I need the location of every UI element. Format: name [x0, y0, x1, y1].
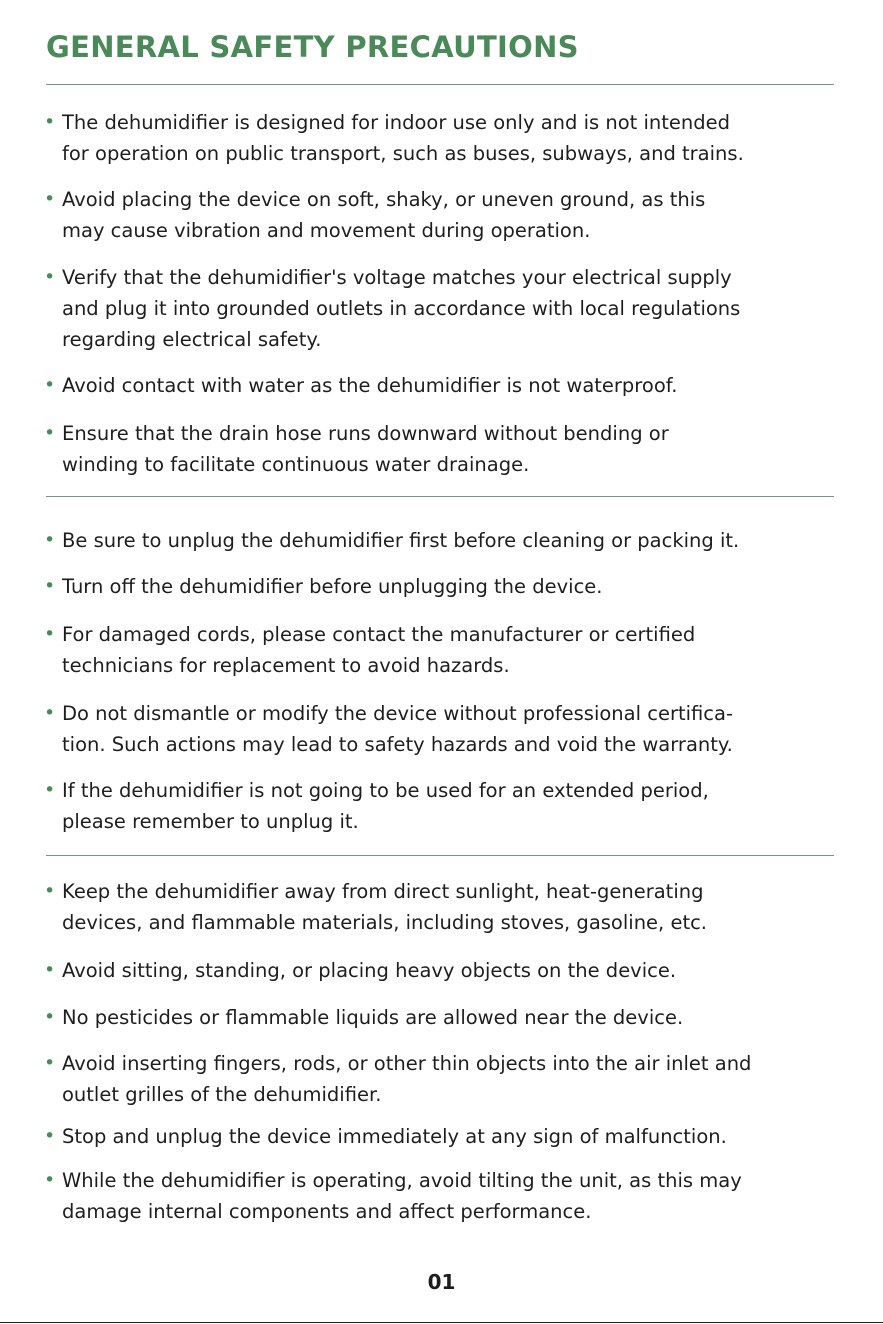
section-divider: [46, 855, 834, 856]
list-item: [44, 370, 844, 401]
bullet-icon: •: [44, 959, 56, 981]
list-item: [44, 262, 844, 355]
list-item: [44, 955, 844, 986]
bullet-icon: •: [44, 529, 56, 551]
list-item-text: Avoid placing the device on soft, shaky, or uneven ground, as this may cause vibration and movement during operation.: [62, 188, 706, 242]
list-item-text: For damaged cords, please contact the manufacturer or certified technicians for replacement to avoid hazards.: [62, 623, 696, 677]
list-item: [44, 1048, 844, 1110]
list-item: [44, 1121, 844, 1152]
list-item: [44, 184, 844, 246]
bullet-icon: •: [44, 1052, 56, 1074]
bullet-icon: •: [44, 374, 56, 396]
list-item: [44, 418, 844, 480]
section-divider: [46, 496, 834, 497]
page-bottom-border: [0, 1322, 883, 1323]
list-item: [44, 876, 844, 938]
bullet-icon: •: [44, 575, 56, 597]
list-item-text: Avoid sitting, standing, or placing heavy objects on the device.: [62, 959, 677, 982]
list-item-text: If the dehumidifier is not going to be used for an extended period, please remember to unplug it.: [62, 779, 709, 833]
list-item-text: Verify that the dehumidifier's voltage matches your electrical supply and plug it into grounded outlets in accordance with local regulations regarding electrical safety.: [62, 266, 741, 351]
bullet-icon: •: [44, 623, 56, 645]
list-item: [44, 775, 844, 837]
list-item: [44, 107, 844, 169]
bullet-icon: •: [44, 779, 56, 801]
bullet-icon: •: [44, 111, 56, 133]
list-item-text: Keep the dehumidifier away from direct sunlight, heat-generating devices, and flammable materials, including stoves, gasoline, etc.: [62, 880, 708, 934]
title-divider: [46, 84, 834, 85]
list-item: [44, 571, 844, 602]
list-item: [44, 1002, 844, 1033]
bullet-icon: •: [44, 422, 56, 444]
list-item: [44, 525, 844, 556]
bullet-icon: •: [44, 266, 56, 288]
list-item-text: The dehumidifier is designed for indoor use only and is not intended for operation on public transport, such as buses, subways, and trains.: [62, 111, 744, 165]
page-number: 01: [427, 1270, 456, 1294]
list-item-text: Avoid inserting fingers, rods, or other thin objects into the air inlet and outlet grilles of the dehumidifier.: [62, 1052, 752, 1106]
list-item-text: Ensure that the drain hose runs downward without bending or winding to facilitate continuous water drainage.: [62, 422, 669, 476]
bullet-icon: •: [44, 1125, 56, 1147]
list-item-text: Turn off the dehumidifier before unplugging the device.: [62, 575, 603, 598]
list-item: [44, 698, 844, 760]
list-item-text: No pesticides or flammable liquids are allowed near the device.: [62, 1006, 684, 1029]
list-item: [44, 1165, 844, 1227]
bullet-icon: •: [44, 702, 56, 724]
bullet-icon: •: [44, 880, 56, 902]
page-title: GENERAL SAFETY PRECAUTIONS: [46, 30, 579, 64]
list-item-text: Be sure to unplug the dehumidifier first before cleaning or packing it.: [62, 529, 740, 552]
list-item-text: Do not dismantle or modify the device without professional certifica- tion. Such actions may lead to safety hazards and void the warranty.: [62, 702, 734, 756]
list-item-text: Stop and unplug the device immediately at any sign of malfunction.: [62, 1125, 727, 1148]
bullet-icon: •: [44, 1169, 56, 1191]
list-item-text: Avoid contact with water as the dehumidifier is not waterproof.: [62, 374, 678, 397]
list-item: [44, 619, 844, 681]
bullet-icon: •: [44, 1006, 56, 1028]
bullet-icon: •: [44, 188, 56, 210]
list-item-text: While the dehumidifier is operating, avoid tilting the unit, as this may damage internal components and affect performance.: [62, 1169, 742, 1223]
